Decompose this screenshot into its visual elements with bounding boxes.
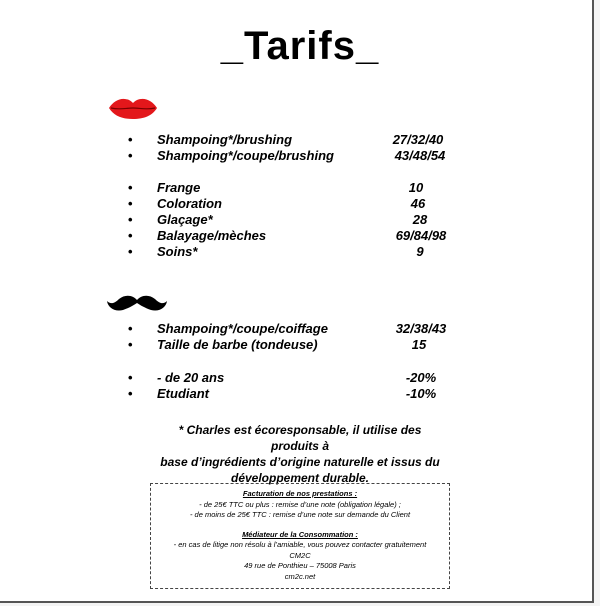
service-label: Shampoing*/coupe/coiffage [157,321,328,336]
service-label: Taille de barbe (tondeuse) [157,337,318,352]
service-label: Balayage/mèches [157,228,267,243]
list-item [0,196,600,212]
service-price: 32/38/43 [395,321,447,336]
billing-title: Facturation de nos prestations : [242,489,358,498]
eco-note-line: * Charles est écoresponsable, il utilise des produits à [178,423,422,453]
mediator-title: Médiateur de la Consommation : [242,529,358,539]
eco-note [160,422,440,486]
list-item [0,386,600,402]
list-item [0,180,600,196]
legal-info-box [150,483,450,589]
eco-note-line: développement durable. [230,471,370,485]
service-label: Frange [157,180,201,195]
list-item [0,321,600,337]
service-label: Glaçage* [157,212,213,227]
eco-note-line: base d’ingrédients d’origine naturelle et issus du [160,455,440,469]
bullet: • [128,337,133,352]
list-item [0,244,600,260]
bullet: • [128,132,133,147]
service-label: Shampoing*/coupe/brushing [157,148,334,163]
service-label: Shampoing*/brushing [157,132,293,147]
list-item [0,148,600,164]
service-price: 10 [408,180,424,195]
service-price: 28 [412,212,428,227]
bullet: • [128,148,133,163]
bullet: • [128,180,133,195]
discount-label: - de 20 ans [157,370,225,385]
bullet: • [128,212,133,227]
bullet: • [128,321,133,336]
mediator-name: CM2C [289,550,311,560]
bullet: • [128,228,133,243]
bullet: • [128,196,133,211]
service-label: Coloration [157,196,222,211]
discount-value: -20% [405,370,437,385]
list-item [0,132,600,148]
list-item [0,337,600,353]
list-item [0,212,600,228]
service-price: 27/32/40 [392,132,444,147]
service-price: 69/84/98 [395,228,447,243]
bullet: • [128,244,133,259]
billing-line: - de 25€ TTC ou plus : remise d’une note (obligation légale) ; [199,499,401,509]
discount-value: -10% [405,386,437,401]
page-title: _Tarifs_ [220,24,380,68]
lips-icon [108,97,158,119]
billing-line: - de moins de 25€ TTC : remise d’une note sur demande du Client [189,510,411,519]
service-price: 9 [416,244,424,259]
service-label: Soins* [157,244,198,259]
list-item [0,370,600,386]
service-price: 46 [410,196,426,211]
service-price: 43/48/54 [394,148,446,163]
service-price: 15 [411,337,427,352]
bullet: • [128,370,133,385]
mediator-line: - en cas de litige non résolu à l’amiable, vous pouvez contacter gratuitement [173,540,427,549]
mediator-address: 49 rue de Ponthieu – 75008 Paris [244,561,356,570]
list-item [0,228,600,244]
bullet: • [128,386,133,401]
mustache-icon [106,294,168,314]
discount-label: Etudiant [157,386,209,401]
mediator-site: cm2c.net [284,571,316,581]
